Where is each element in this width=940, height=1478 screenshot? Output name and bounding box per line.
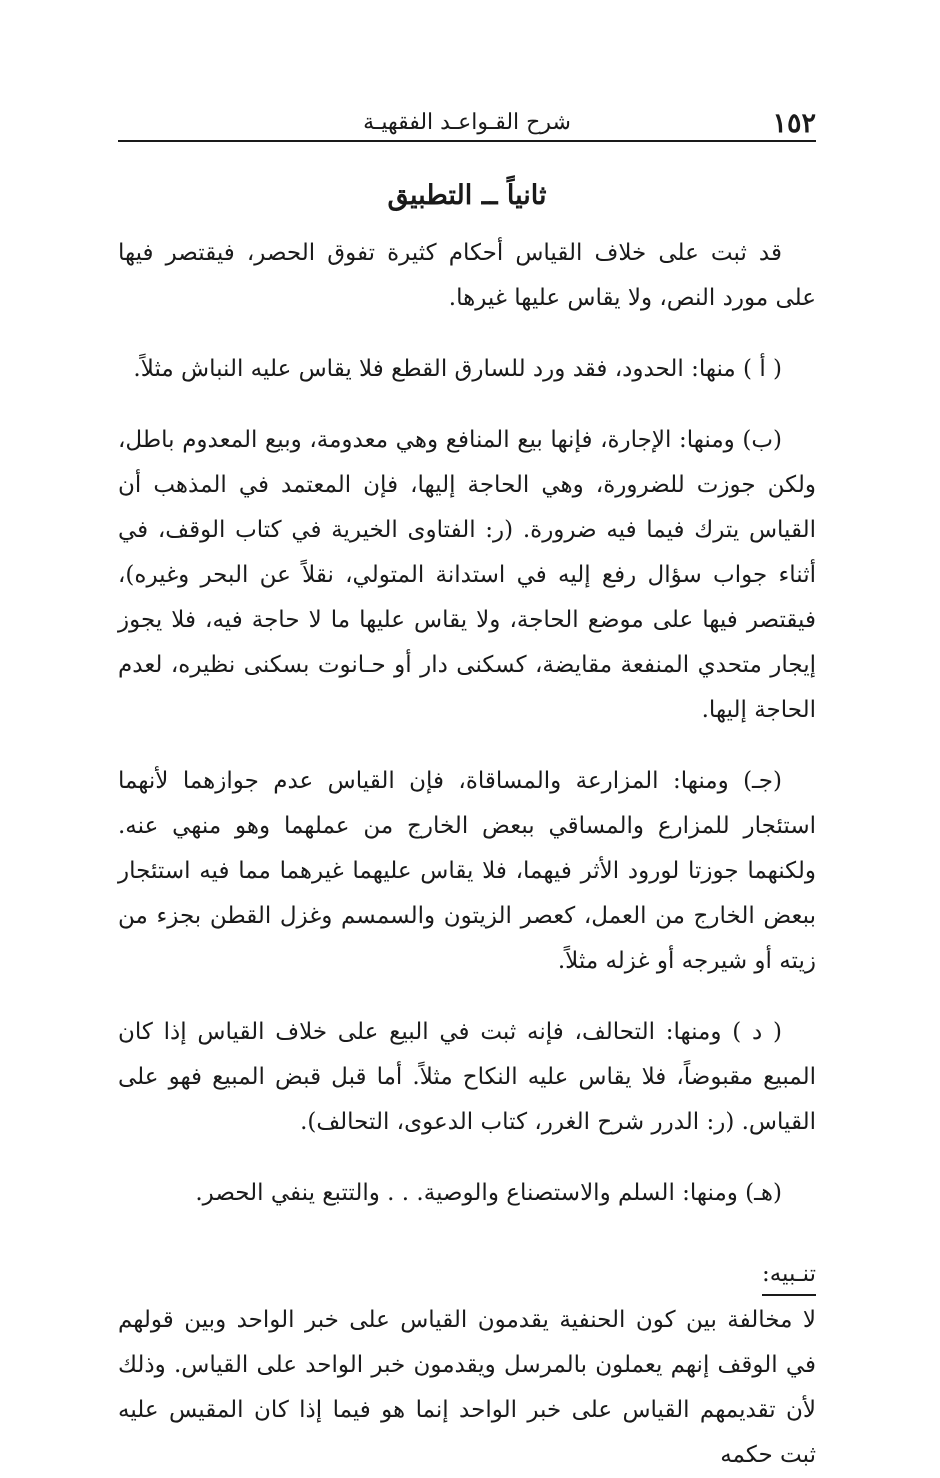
book-page: [118, 100, 816, 1478]
paragraph-alif: [118, 347, 816, 392]
paragraph-dal: [118, 1010, 816, 1145]
note-text: لا مخالفة بين كون الحنفية يقدمون القياس على خبر الواحد وبين قولهم في الوقف إنهم يعملون بالمرسل ويقدمون خبر الواحد على القياس. وذلك لأن تقديمهم القياس على خبر الواحد إنما هو فيما إذا كان المقيس عليه ثبت حكمه: [118, 1307, 816, 1468]
running-header: [118, 100, 816, 142]
page-number: ١٥٢: [772, 108, 816, 139]
paragraph-intro: [118, 231, 816, 321]
section-title: ثانياً ــ التطبيق: [387, 180, 547, 211]
paragraph-text: (جـ) ومنها: المزارعة والمساقاة، فإن القياس عدم جوازهما لأنهما استئجار للمزارع والمساقي ببعض الخارج من عملهما وهو منهي عنه. ولكنهما جوزتا لورود الأثر فيهما، فلا يقاس عليهما غيرهما مما فيه استئجار ببعض الخارج من العمل، كعصر الزيتون والسمسم وغزل القطن بجزء من زيته أو شيرجه أو غزله مثلاً.: [118, 768, 816, 974]
paragraph-text: ( د ) ومنها: التحالف، فإنه ثبت في البيع على خلاف القياس إذا كان المبيع مقبوضاً، فلا يقاس عليه النكاح مثلاً. أما قبل قبض المبيع فهو على القياس. (ر: الدرر شرح الغرر، كتاب الدعوى، التحالف).: [118, 1019, 816, 1135]
paragraph-jim: [118, 759, 816, 984]
paragraph-ba: [118, 418, 816, 733]
running-title: شرح القـواعـد الفقهيـة: [363, 110, 571, 135]
paragraph-text: (ب) ومنها: الإجارة، فإنها بيع المنافع وهي معدومة، وبيع المعدوم باطل، ولكن جوزت للضرورة، وهي الحاجة إليها، فإن المعتمد في المذهب أن القياس يترك فيما فيه ضرورة. (ر: الفتاوى الخيرية في كتاب الوقف، في أثناء جواب سؤال رفع إليه في استدانة المتولي، نقلاً عن البحر وغيره)، فيقتصر فيها على موضع الحاجة، ولا يقاس عليها ما لا حاجة فيه، فلا يجوز إيجار متحدي المنفعة مقايضة، كسكنى دار أو حـانوت بسكنى نظيره، لعدم الحاجة إليها.: [118, 427, 816, 723]
paragraph-text: (هـ) ومنها: السلم والاستصناع والوصية. . . والتتبع ينفي الحصر.: [195, 1180, 782, 1206]
paragraph-text: ( أ ) منها: الحدود، فقد ورد للسارق القطع فلا يقاس عليه النباش مثلاً.: [133, 356, 782, 382]
paragraph-text: قد ثبت على خلاف القياس أحكام كثيرة تفوق الحصر، فيقتصر فيها على مورد النص، ولا يقاس عليها غيرها.: [118, 240, 816, 311]
note-heading: تنـبيه:: [762, 1254, 816, 1296]
paragraph-ha: [118, 1171, 816, 1216]
